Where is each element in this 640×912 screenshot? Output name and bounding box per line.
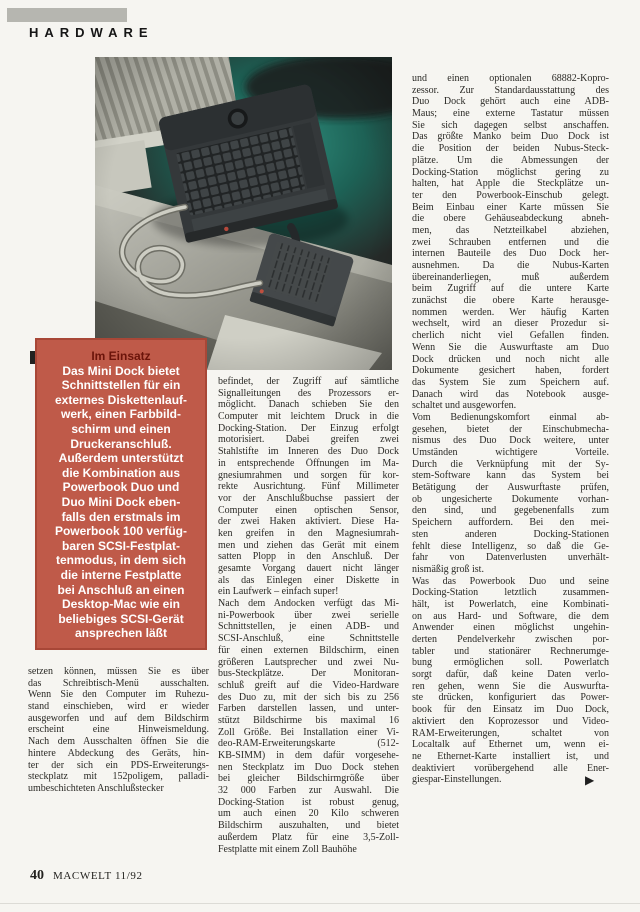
section-label: HARDWARE [29,25,154,40]
page-footer [30,866,143,884]
info-box-title: Im Einsatz [91,349,151,363]
page-bottom-rule [0,903,640,904]
page-number: 40 [30,868,44,883]
magazine-title: MACWELT 11/92 [53,870,143,882]
info-box-text: Das Mini Dock bietet Schnittstellen für ein externes Diskettenlauf- werk, einen Farbbild- schirm und einen Druckeranschluß. Außerdem unterstützt die Kombination aus Powerbook Duo und Duo Mini Dock eben- falls den erstmals im Powerbook 100 verfüg- baren SCSI-Festplat- tenmodus, in dem sich die interne Festplatte bei Anschluß an einen Desktop-Mac wie ein beliebiges SCSI-Gerät ansprechen läßt [54,363,188,641]
body-column-right: und einen optionalen 68882-Kopro- zessor. Zur Standardausstattung des Duo Dock gehört auch eine ADB- Maus; eine externe Tastatur müssen Sie sich dagegen selbst anschaffen. Das größte Manko beim Duo Dock ist die Position der beiden Nubus-Steck- plätze. Um die Abmessungen der Docking-Station möglichst gering zu halten, hat Apple die Steckplätze un- ter den Powerbook-Einschub gelegt. Beim Einbau einer Karte müssen Sie die obere Gehäuseabdeckung abneh- men, das Netzteilkabel abziehen, zwei Schrauben entfernen und die internen Bauteile des Duo Dock her- ausnehmen. Da die Nubus-Karten übereinanderliegen, muß außerdem beim Zugriff auf die untere Karte zunächst die obere Karte herausge- nommen werden. Wer häufig Karten wechselt, wird an dieser Prozedur si- cherlich nicht viel Gefallen finden. Wenn Sie die Auswurftaste am Duo Dock drücken und noch nicht alle Dokumente gesichert haben, fordert das System Sie zum Speichern auf. Danach wird das Notebook ausge- schaltet und ausgeworfen. Vom Bedienungskomfort einmal ab- gesehen, bietet der Einschubmecha- nismus des Duo Dock weitere, unter Umständen wichtigere Vorteile. Durch die Verknüpfung mit der Sy- stem-Software kann das System bei Betätigung der Auswurftaste prüfen, ob ungesicherte Dokumente vorhan- den sind, und gegebenenfalls zum Speichern auffordern. Bei den mei- sten anderen Docking-Stationen fehlt diese Intelligenz, so daß die Ge- fahr von Datenverlusten unverhält- nismäßig groß ist. Was das Powerbook Duo und seine Docking-Station letztlich zusammen- hält, ist Powerlatch, eine Kombinati- on aus Hard- und Software, die dem Anwender einen möglichst ungehin- derten Pendelverkehr zwischen por- tabler und stationärer Rechnerumge- bung ermöglichen soll. Powerlatch sorgt dafür, daß keine Daten verlo- ren gehen, wenn Sie die Auswurfta- ste drücken, konfiguriert das Power- book für den Einsatz im Duo Dock, aktiviert den Koprozessor und Video- RAM-Erweiterungen, schaltet von Localtalk auf Ethernet um, wenn ei- ne Ethernet-Karte installiert ist, und deaktiviert vorübergehend alle Ener- giespar-Einstellungen. [412,73,609,786]
info-box [35,338,207,650]
body-column-left: setzen können, müssen Sie es über das Schreibtisch-Menü ausschalten. Wenn Sie den Computer im Ruhezu- stand einschieben, wird er wieder ausgeworfen und auf dem Bildschirm erscheint eine Hinweismeldung. Nach dem Ausschalten öffnen Sie die hintere Abdeckung des Geräts, hin- ter der sich ein PDS-Erweiterungs- steckplatz mit 152poligem, palladi- umbeschichteten Anschlußstecker [28,666,209,794]
hero-photo [95,57,392,370]
duo-dock-photo-illustration [95,57,392,370]
continuation-arrow-icon: ▶ [585,773,595,787]
body-column-middle: befindet, der Zugriff auf sämtliche Signalleitungen des Prozessors er- möglicht. Danach schieben Sie den Computer mit leichtem Druck in die Docking-Station. Der Einzug erfolgt motorisiert. Dabei greifen zwei Stahlstifte im Inneren des Duo Dock in entsprechende Öffnungen im Ma- gnesiumrahmen und sorgen für kor- rekte Ausrichtung. Fünf Millimeter vor der Anschlußbuchse passiert der Computer einen optischen Sensor, der zwei Haken aktiviert. Diese Ha- ken greifen in den Magnesiumrah- men und ziehen das Gerät mit einem satten Plopp in den Anschluß. Der gesamte Vorgang dauert nicht länger als das Einlegen einer Diskette in ein Laufwerk – einfach super! Nach dem Andocken verfügt das Mi- ni-Powerbook über zwei serielle Schnittstellen, je einen ADB- und SCSI-Anschluß, eine Schnittstelle für einen externen Bildschirm, einen größeren Lautsprecher und zwei Nu- bus-Steckplätze. Der Monitoran- schluß greift auf die Video-Hardware des Duo zu, mit der sich bis zu 256 Farben darstellen lassen, und unter- stützt Bildschirme bis maximal 16 Zoll Größe. Bei Installation einer Vi- deo-RAM-Erweiterungskarte (512- KB-SIMM) in dem dafür vorgesehe- nen Steckplatz im Duo Dock stehen bei gleicher Bildschirmgröße über 32 000 Farben zur Auswahl. Die Docking-Station ist robust genug, um auch einen 20 Kilo schweren Bildschirm auszuhalten, und bietet außerdem Platz für eine 3,5-Zoll- Festplatte mit einem Zoll Bauhöhe [218,376,399,855]
photo-vignette [95,57,392,370]
section-color-bar [7,8,127,22]
